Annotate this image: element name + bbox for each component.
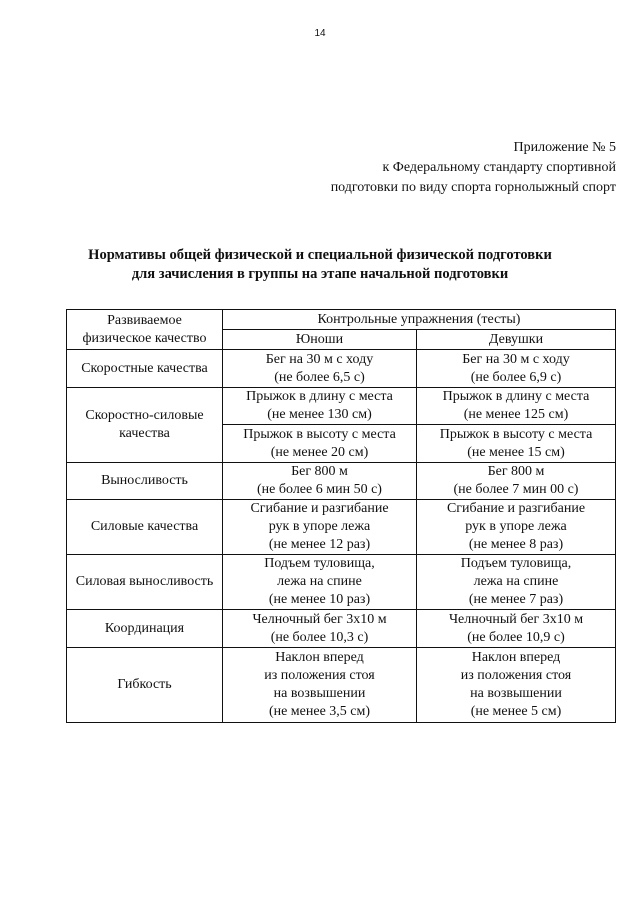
boys-norm-cell: [223, 500, 417, 555]
header-girls: Девушки: [417, 330, 616, 350]
quality-cell: [67, 388, 223, 463]
norm-line: Наклон вперед: [275, 650, 364, 665]
norm-line: Сгибание и разгибание: [446, 501, 586, 516]
appendix-reference: [331, 138, 616, 198]
norm-line: Наклон вперед: [471, 650, 561, 665]
norm-line: Подъем туловища,: [460, 556, 572, 571]
norm-line: лежа на спине: [277, 574, 362, 589]
girls-norm-cell: [417, 388, 616, 425]
quality-cell: Силовые качества: [67, 500, 223, 555]
table-row: [67, 500, 616, 555]
norm-line: на возвышении: [470, 686, 562, 701]
title-line: для зачисления в группы на этапе начальной подготовки: [131, 266, 509, 282]
table-header-row: [67, 310, 616, 330]
quality-cell: Координация: [67, 610, 223, 648]
norm-line: (не менее 3,5 см): [268, 704, 371, 719]
girls-norm-cell: [417, 648, 616, 723]
norm-line: (не более 6,5 с): [274, 369, 365, 385]
norm-line: рук в упоре лежа: [268, 519, 371, 534]
norm-line: Бег на 30 м с ходу: [265, 351, 374, 367]
norm-line: (не более 10,3 с): [270, 629, 369, 645]
norm-line: (не менее 8 раз): [468, 537, 564, 552]
table-row: [67, 648, 616, 723]
boys-norm-cell: [223, 425, 417, 463]
boys-norm-cell: [223, 463, 417, 500]
norm-line: Бег 800 м: [291, 464, 348, 479]
norm-line: Сгибание и разгибание: [250, 501, 389, 516]
quality-line: качества: [119, 426, 170, 441]
norm-line: лежа на спине: [473, 574, 559, 589]
boys-norm-cell: [223, 555, 417, 610]
quality-cell: Скоростные качества: [67, 350, 223, 388]
norm-line: Челночный бег 3х10 м: [448, 611, 584, 627]
appendix-sport: подготовки по виду спорта горнолыжный спорт: [330, 180, 616, 195]
boys-norm-cell: [223, 648, 417, 723]
norm-line: (не менее 125 см): [463, 407, 569, 422]
header-quality: [67, 310, 223, 350]
norm-line: Бег 800 м: [487, 464, 545, 479]
header-quality-line: Развиваемое: [107, 312, 182, 328]
table-row: [67, 388, 616, 425]
header-tests: Контрольные упражнения (тесты): [223, 310, 616, 330]
appendix-standard: к Федеральному стандарту спортивной: [382, 160, 616, 175]
document-title: [0, 246, 640, 284]
norm-line: Прыжок в высоту с места: [439, 426, 593, 442]
appendix-number: Приложение № 5: [513, 140, 616, 155]
norm-line: из положения стоя: [460, 668, 572, 683]
norm-line: (не менее 130 см): [267, 407, 372, 422]
girls-norm-cell: [417, 350, 616, 388]
quality-cell: Гибкость: [67, 648, 223, 723]
title-line: Нормативы общей физической и специальной физической подготовки: [88, 247, 552, 263]
norm-line: (не менее 10 раз): [268, 592, 371, 607]
header-boys: Юноши: [223, 330, 417, 350]
norm-line: (не менее 20 см): [270, 444, 369, 460]
norm-line: Бег на 30 м с ходу: [462, 351, 570, 367]
girls-norm-cell: [417, 555, 616, 610]
norm-line: из положения стоя: [264, 668, 375, 683]
girls-norm-cell: [417, 610, 616, 648]
norm-line: (не менее 5 см): [470, 704, 562, 719]
quality-cell: Силовая выносливость: [67, 555, 223, 610]
girls-norm-cell: [417, 463, 616, 500]
page-number: 14: [314, 28, 326, 39]
norm-line: (не более 6 мин 50 с): [257, 482, 382, 497]
boys-norm-cell: [223, 350, 417, 388]
norm-line: (не менее 15 см): [467, 444, 565, 460]
norm-line: (не более 6,9 с): [470, 369, 562, 385]
quality-cell: Выносливость: [67, 463, 223, 500]
table-row: [67, 463, 616, 500]
table-row: [67, 555, 616, 610]
norm-line: Подъем туловища,: [264, 556, 375, 571]
norm-line: Прыжок в длину с места: [442, 389, 590, 404]
table-row: [67, 610, 616, 648]
norm-line: рук в упоре лежа: [465, 519, 567, 534]
norm-line: (не более 10,9 с): [467, 629, 565, 645]
boys-norm-cell: [223, 388, 417, 425]
norm-line: (не менее 12 раз): [268, 537, 371, 552]
girls-norm-cell: [417, 500, 616, 555]
table-row: [67, 350, 616, 388]
boys-norm-cell: [223, 610, 417, 648]
norm-line: (не менее 7 раз): [468, 592, 564, 607]
norm-line: Прыжок в длину с места: [246, 389, 393, 404]
norm-line: Прыжок в высоту с места: [243, 426, 396, 442]
norm-line: Челночный бег 3х10 м: [252, 611, 387, 627]
norms-table: [66, 309, 616, 723]
norm-line: на возвышении: [273, 686, 366, 701]
norm-line: (не более 7 мин 00 с): [453, 482, 579, 497]
header-quality-line: физическое качество: [82, 330, 207, 346]
girls-norm-cell: [417, 425, 616, 463]
quality-line: Скоростно-силовые: [85, 408, 204, 423]
